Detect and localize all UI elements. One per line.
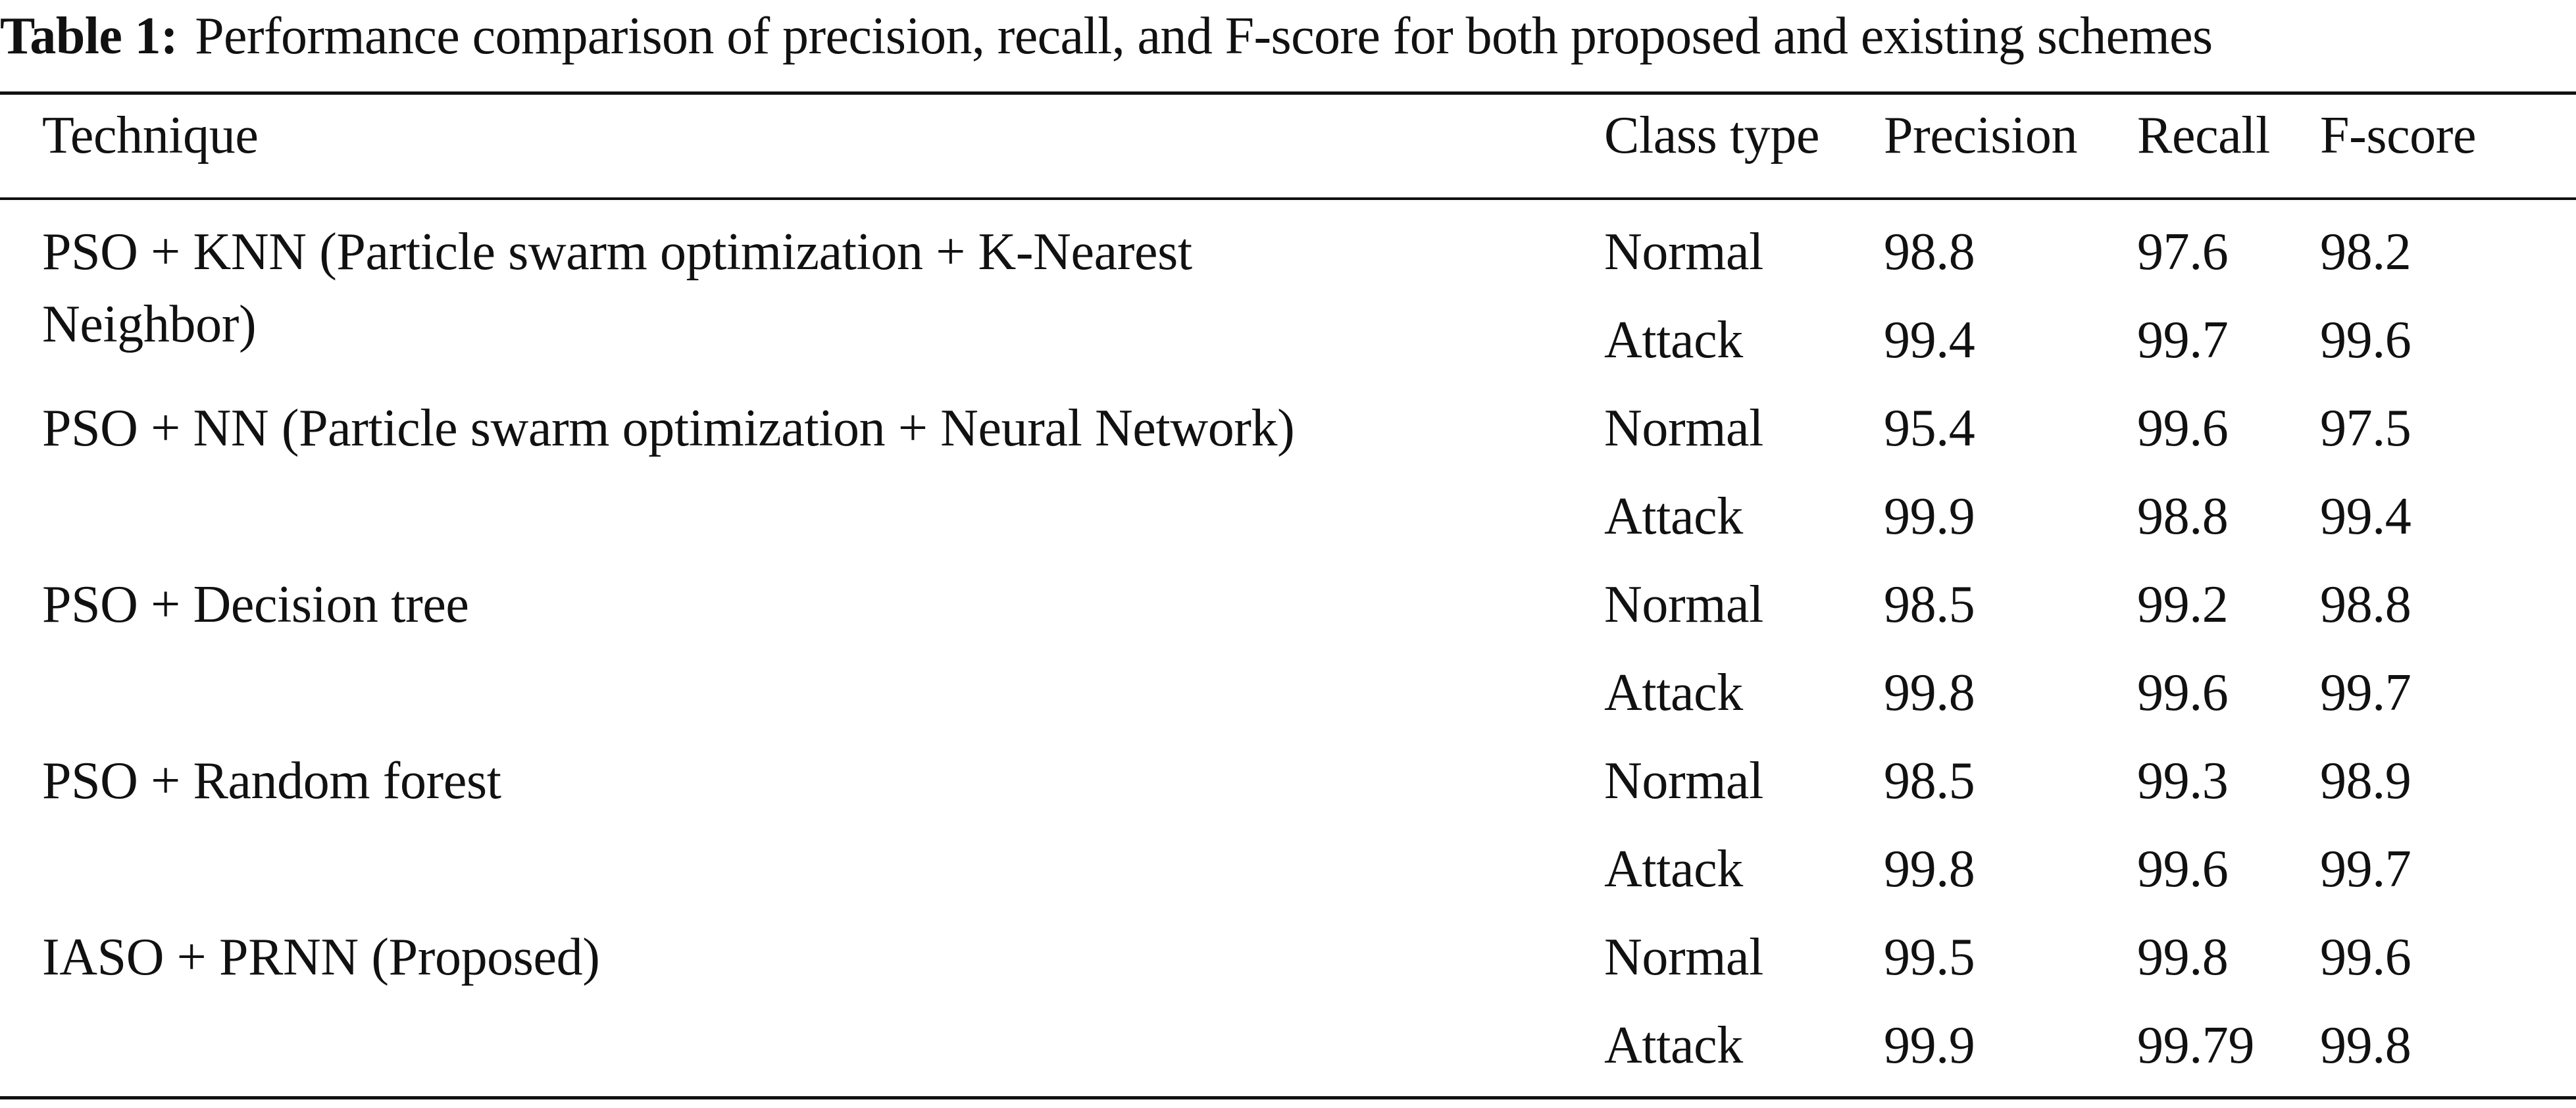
caption-label: Table 1: [0,7,178,65]
fscore-cell: 98.8 [2320,576,2412,634]
table-row [0,921,2576,1009]
results-table [0,103,2576,1097]
table-row [0,197,2576,304]
table-row [0,568,2576,657]
table-row [0,745,2576,833]
precision-cell: 98.8 [1884,223,1975,281]
class-type-cell: Normal [1604,399,1763,457]
precision-cell: 98.5 [1884,752,1975,810]
class-type-cell: Attack [1604,311,1743,369]
recall-cell: 99.6 [2137,840,2229,898]
technique-label: IASO + PRNN (Proposed) [42,928,600,986]
precision-cell: 99.8 [1884,664,1975,722]
class-type-cell: Normal [1604,752,1763,810]
class-type-cell: Attack [1604,1017,1743,1074]
recall-cell: 99.6 [2137,399,2229,457]
table-row [0,392,2576,480]
precision-cell: 99.4 [1884,311,1975,369]
recall-cell: 99.79 [2137,1017,2255,1074]
precision-cell: 99.9 [1884,1017,1975,1074]
technique-cell [0,745,1604,921]
fscore-cell: 98.2 [2320,223,2412,281]
top-rule [0,91,2576,95]
technique-cell [0,568,1604,745]
class-type-cell: Normal [1604,576,1763,634]
precision-cell: 99.9 [1884,488,1975,545]
technique-cell [0,392,1604,568]
header-class-type: Class type [1604,107,1820,164]
fscore-cell: 99.6 [2320,928,2412,986]
fscore-cell: 99.7 [2320,664,2412,722]
fscore-cell: 97.5 [2320,399,2412,457]
precision-cell: 95.4 [1884,399,1975,457]
recall-cell: 97.6 [2137,223,2229,281]
precision-cell: 98.5 [1884,576,1975,634]
fscore-cell: 99.7 [2320,840,2412,898]
precision-cell: 99.8 [1884,840,1975,898]
class-type-cell: Attack [1604,840,1743,898]
technique-label: PSO + KNN (Particle swarm optimization + K-Nearest Neighbor) [42,223,1192,353]
recall-cell: 99.2 [2137,576,2229,634]
header-fscore: F-score [2320,107,2477,164]
recall-cell: 99.7 [2137,311,2229,369]
recall-cell: 99.3 [2137,752,2229,810]
technique-cell [0,197,1604,392]
fscore-cell: 99.8 [2320,1017,2412,1074]
fscore-cell: 99.6 [2320,311,2412,369]
precision-cell: 99.5 [1884,928,1975,986]
technique-label: PSO + Decision tree [42,576,469,634]
class-type-cell: Normal [1604,223,1763,281]
technique-label: PSO + NN (Particle swarm optimization + Neural Network) [42,399,1295,457]
header-row [0,103,2576,197]
recall-cell: 98.8 [2137,488,2229,545]
table-caption [0,0,2576,72]
class-type-cell: Attack [1604,664,1743,722]
header-precision: Precision [1884,107,2078,164]
recall-cell: 99.6 [2137,664,2229,722]
caption-text: Performance comparison of precision, recall, and F-score for both proposed and existing schemes [195,7,2213,65]
fscore-cell: 98.9 [2320,752,2412,810]
technique-cell [0,921,1604,1097]
class-type-cell: Normal [1604,928,1763,986]
technique-label: PSO + Random forest [42,752,501,810]
recall-cell: 99.8 [2137,928,2229,986]
class-type-cell: Attack [1604,488,1743,545]
header-technique: Technique [42,107,259,164]
fscore-cell: 99.4 [2320,488,2412,545]
header-recall: Recall [2137,107,2270,164]
